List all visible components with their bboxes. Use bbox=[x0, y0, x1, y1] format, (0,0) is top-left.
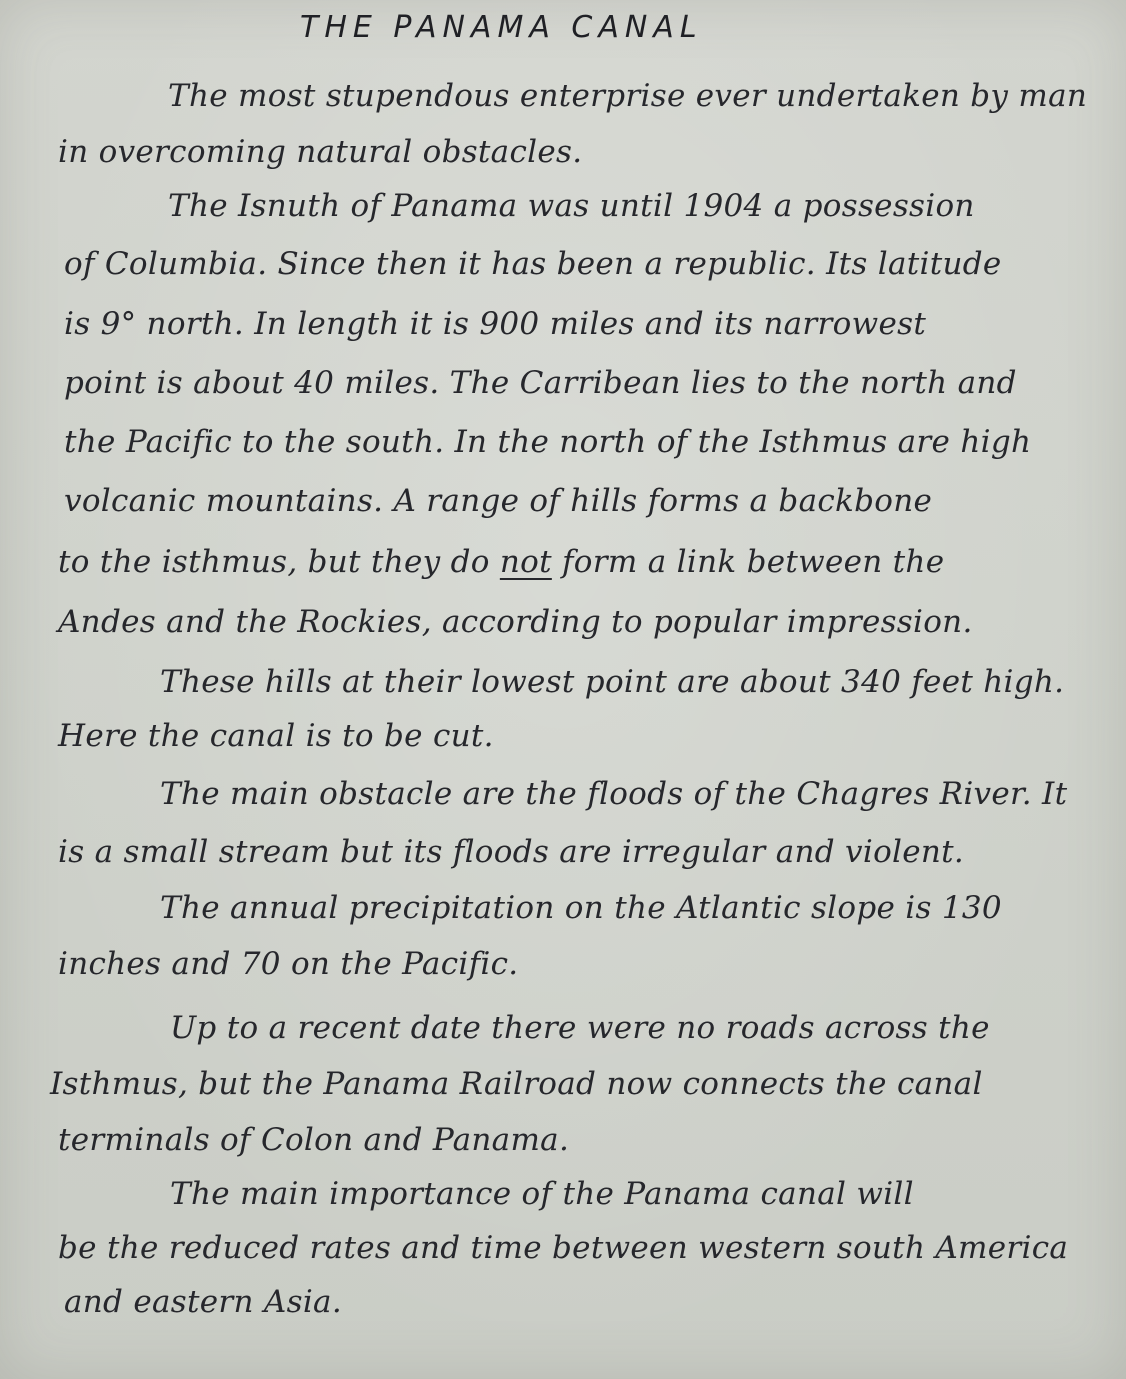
text-line: The annual precipitation on the Atlantic slope is 130 bbox=[160, 890, 1002, 926]
text-segment: form a link between the bbox=[562, 544, 945, 580]
text-line: of Columbia. Since then it has been a republic. Its latitude bbox=[64, 246, 1002, 282]
text-line: inches and 70 on the Pacific. bbox=[58, 946, 519, 982]
text-line: is a small stream but its floods are irregular and violent. bbox=[58, 834, 965, 870]
text-line: the Pacific to the south. In the north of the Isthmus are high bbox=[64, 424, 1032, 460]
underlined-word: not bbox=[499, 544, 552, 580]
text-line bbox=[58, 544, 944, 580]
text-line: Andes and the Rockies, according to popular impression. bbox=[58, 604, 973, 640]
text-line: in overcoming natural obstacles. bbox=[58, 134, 583, 170]
text-line: be the reduced rates and time between western south America bbox=[58, 1230, 1069, 1266]
text-line: The Isnuth of Panama was until 1904 a possession bbox=[168, 188, 975, 224]
text-line: The main importance of the Panama canal will bbox=[170, 1176, 914, 1212]
text-line: point is about 40 miles. The Carribean lies to the north and bbox=[64, 365, 1017, 401]
text-segment: to the isthmus, but they do bbox=[58, 544, 490, 580]
text-line: Isthmus, but the Panama Railroad now connects the canal bbox=[50, 1066, 983, 1102]
page-title: THE PANAMA CANAL bbox=[300, 10, 703, 45]
text-line: Here the canal is to be cut. bbox=[58, 718, 494, 754]
text-line: Up to a recent date there were no roads across the bbox=[170, 1010, 990, 1046]
text-line: and eastern Asia. bbox=[64, 1284, 342, 1320]
text-line: is 9° north. In length it is 900 miles and its narrowest bbox=[64, 306, 927, 342]
text-line: volcanic mountains. A range of hills forms a backbone bbox=[64, 483, 933, 519]
text-line: The main obstacle are the floods of the Chagres River. It bbox=[160, 776, 1068, 812]
text-line: terminals of Colon and Panama. bbox=[58, 1122, 570, 1158]
text-line: The most stupendous enterprise ever undertaken by man bbox=[168, 78, 1088, 114]
text-line: These hills at their lowest point are about 340 feet high. bbox=[160, 664, 1065, 700]
